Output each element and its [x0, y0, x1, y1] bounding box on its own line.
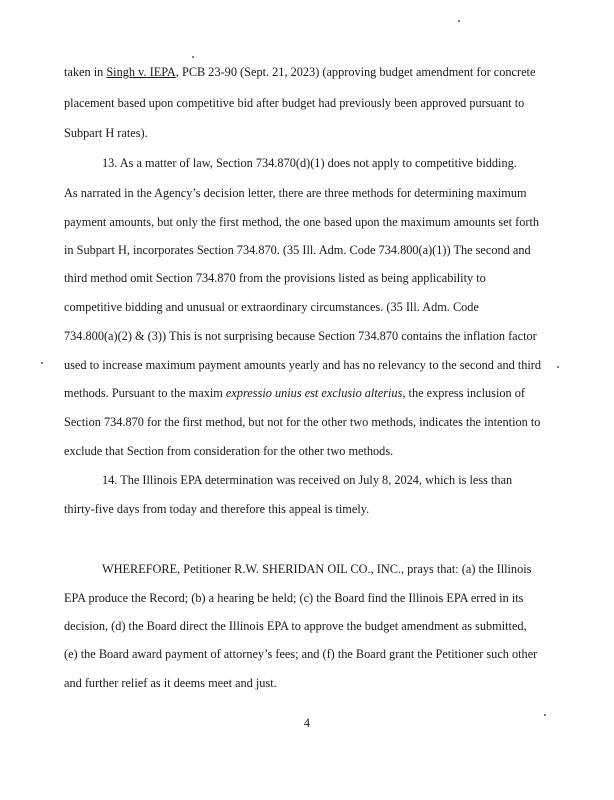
case-citation: Singh v. IEPA	[106, 65, 176, 79]
wherefore-first-line: WHEREFORE, Petitioner R.W. SHERIDAN OIL CO., INC., prays that: (a) the Illinois	[102, 562, 532, 576]
scan-speck	[41, 362, 43, 364]
text-line: As narrated in the Agency’s decision letter, there are three methods for determining maximum	[64, 186, 527, 200]
text-line: (e) the Board award payment of attorney’s fees; and (f) the Board grant the Petitioner such other	[64, 647, 538, 661]
text-line: exclude that Section from consideration for the other two methods.	[64, 444, 394, 458]
scan-speck	[192, 56, 194, 58]
text-line: decision, (d) the Board direct the Illinois EPA to approve the budget amendment as submitted,	[64, 619, 527, 633]
text-line: placement based upon competitive bid after budget had previously been approved pursuant to	[64, 96, 525, 110]
latin-maxim: expressio unius est exclusio alterius	[225, 386, 403, 400]
text-line: used to increase maximum payment amounts yearly and has no relevancy to the second and third	[64, 358, 542, 372]
text-line: thirty-five days from today and therefore this appeal is timely.	[64, 502, 370, 516]
text-line: methods. Pursuant to the maxim expressio unius est exclusio alterius, the express inclusion of	[64, 386, 525, 400]
text-line: Section 734.870 for the first method, but not for the other two methods, indicates the intention to	[64, 415, 541, 429]
scan-speck	[544, 714, 546, 716]
text-line: 734.800(a)(2) & (3)) This is not surprising because Section 734.870 contains the inflation factor	[64, 329, 537, 343]
scan-speck	[557, 366, 559, 368]
text-line: Subpart H rates).	[64, 126, 148, 140]
text-line: EPA produce the Record; (b) a hearing be held; (c) the Board find the Illinois EPA erred in its	[64, 591, 524, 605]
text-line: third method omit Section 734.870 from the provisions listed as being applicability to	[64, 271, 486, 285]
scan-speck	[458, 20, 460, 22]
page-number: 4	[303, 716, 311, 730]
text-line: competitive bidding and unusual or extraordinary circumstances. (35 Ill. Adm. Code	[64, 300, 479, 314]
text-line: payment amounts, but only the first method, the one based upon the maximum amounts set forth	[64, 215, 540, 229]
paragraph-13-first-line: 13. As a matter of law, Section 734.870(d)(1) does not apply to competitive bidding.	[102, 156, 517, 170]
text-line: in Subpart H, incorporates Section 734.870. (35 Ill. Adm. Code 734.800(a)(1)) The second and	[64, 243, 531, 257]
paragraph-14-first-line: 14. The Illinois EPA determination was received on July 8, 2024, which is less than	[102, 473, 513, 487]
text-line: taken in Singh v. IEPA, PCB 23-90 (Sept. 21, 2023) (approving budget amendment for concrete	[64, 65, 536, 79]
text-line: and further relief as it deems meet and just.	[64, 676, 277, 690]
